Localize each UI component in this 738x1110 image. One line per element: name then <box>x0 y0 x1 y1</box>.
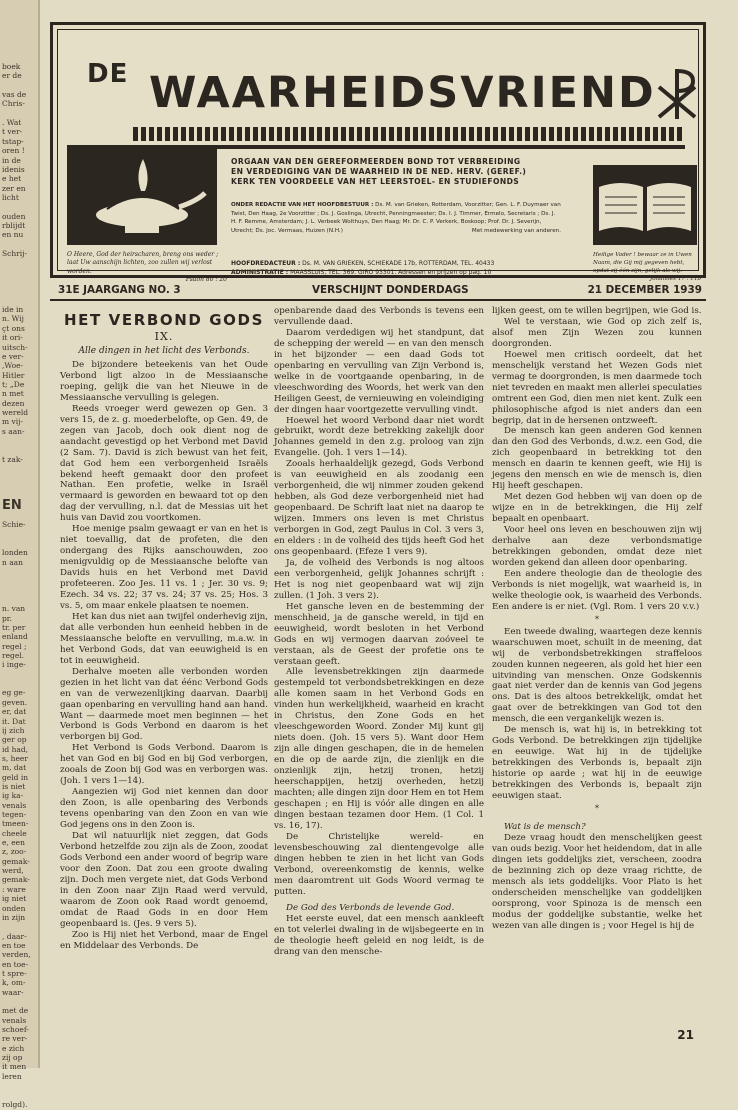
paragraph: Dat wil natuurlijk niet zeggen, dat Gods Verbond hetzelfde zou zijn als de Zoon, zoodat Gods Verbond een ander woord of begrip ware voor den Zoon. Dat zou een groote dwaling zijn. Doch men vergete niet, dat Gods Verbond in den Zoon naar Zijn Raad werd vervuld, waarom de Zoon ook Raad wordt genoemd, omdat de Raad Gods in en door Hem geopenbaard is. (Jes. 9 vers 5). <box>60 830 268 929</box>
strip-fragment: tegen- <box>2 810 27 819</box>
section-separator: * <box>595 803 599 813</box>
paragraph: openbarende daad des Verbonds is tevens een vervullende daad. <box>274 306 484 327</box>
article-title: HET VERBOND GODS <box>64 311 264 329</box>
strip-fragment: dezen <box>2 398 25 408</box>
strip-fragment: venals <box>2 1015 27 1025</box>
column-1-body <box>60 360 268 951</box>
article-subtitle: Alle dingen in het licht des Verbonds. <box>78 346 250 356</box>
strip-fragment: n met <box>2 389 24 399</box>
strip-fragment: t; „De <box>2 379 25 389</box>
column-2-after <box>274 914 484 958</box>
strip-fragment: geven. <box>2 697 28 707</box>
strip-fragment: is niet <box>2 781 26 791</box>
issue-frequency: VERSCHIJNT DONDERDAGS <box>312 284 469 296</box>
quote-right-text: Heilige Vader ! bewaar ze in Uwen Naam, die Gij mij gegeven hebt, opdat zij één zijn, gelijk als wij. <box>593 252 692 274</box>
organ-line: EN VERDEDIGING VAN DE WAARHEID IN DE NED. HERV. (GEREF.) <box>231 167 527 177</box>
paragraph: Het eerste euvel, dat een mensch aankleeft en tot velerlei dwaling in de wijsbegeerte en in de theologie heeft geleid en nog leidt, is de drang van den mensche- <box>274 914 484 958</box>
paragraph: Het Verbond is Gods Verbond. Daarom is het van God en bij God en bij God verborgen, zooals de Zoon bij God was en verborgen was. (Joh. 1 vers 1—14). <box>60 743 268 787</box>
newspaper-title: WAARHEIDSVRIEND <box>149 68 656 118</box>
strip-fragment: venals <box>2 800 27 810</box>
strip-fragment: t zak- <box>2 454 23 464</box>
strip-fragment: , daar- <box>2 931 27 941</box>
oil-lamp-icon <box>67 145 217 245</box>
strip-fragment: i inge- <box>2 660 26 670</box>
column-1 <box>60 306 268 1058</box>
paragraph: Wel te verstaan, wie God op zich zelf is, alsof men Zijn Wezen zou kunnen doorgronden. <box>492 316 702 349</box>
hoofdred-text: Ds. M. VAN GRIEKEN, SCHIEKADE 17b, ROTTERDAM, TEL. 40433 <box>302 260 495 267</box>
strip-fragment: z, zoo- <box>2 847 27 857</box>
strip-fragment: gemak- <box>2 875 30 885</box>
strip-fragment: geld in <box>2 772 29 782</box>
hoofdred-label: HOOFDREDACTEUR : <box>231 260 301 267</box>
strip-fragment: Schrij- <box>2 249 28 258</box>
strip-fragment: met de <box>2 1006 29 1016</box>
strip-fragment: licht <box>2 192 19 202</box>
paragraph: Een andere theologie dan de theologie des Verbonds is niet mogelijk, wat waarheid is, in welke theologie ook, is waarheid des Verbonds. Een andere is er niet. (Vgl. Rom. 1 vers 20 v.v.) <box>492 568 702 612</box>
john-quote <box>593 251 701 283</box>
strip-fragment: vas de <box>2 90 27 100</box>
editors-tail: Met medewerking van anderen. <box>471 227 561 234</box>
organ-line: KERK TEN VOORDEELE VAN HET LEERSTOEL- EN STUDIEFONDS <box>231 177 520 187</box>
strip-fragment: schoef- <box>2 1025 29 1035</box>
strip-fragment: oren ! <box>2 146 25 156</box>
strip-fragment: pr. <box>2 613 12 623</box>
strip-fragment: verden, <box>2 950 31 960</box>
strip-fragment: tr. per <box>2 623 26 632</box>
strip-fragment: cheele <box>2 828 27 838</box>
paragraph: Zoo is Hij niet het Verbond, maar de Engel en Middelaar des Verbonds. De <box>60 929 268 951</box>
paragraph: Hoewel het woord Verbond daar niet wordt gebruikt, wordt deze betrekking zakelijk door Johannes gemeld in den z.g. proloog van zijn Evangelie. (Joh. 1 vers 1—14). <box>274 415 484 459</box>
strip-fragment: rblijdt <box>2 220 26 230</box>
paragraph: Derhalve moeten alle verbonden worden gezien in het licht van dat éénc Verbond Gods en van de verwezenlijking daarvan. Daarbij gaan openbaring en vervulling hand aan hand. Want — daarmede moet men beginnen — het Verbond is Gods Verbond en daarom is het verborgen bij God. <box>60 666 268 743</box>
strip-fragment: idenis <box>2 164 25 174</box>
strip-fragment: n. Wij <box>2 314 24 324</box>
column-3-part3 <box>492 833 702 932</box>
strip-fragment: ig niet <box>2 894 27 904</box>
strip-fragment: in de <box>2 155 21 165</box>
quote-left-ref: Psalm 80 : 20 <box>185 276 227 284</box>
strip-fragment: en toe <box>2 940 26 950</box>
paragraph: Ja, de volheid des Verbonds is nog altoos een verborgenheid, gelijk Johannes schrijft : Het is nog niet geopenbaard wat wij zijn zullen. (1 Joh. 3 vers 2). <box>274 557 484 601</box>
strip-fragment: ide in <box>2 305 24 315</box>
strip-fragment: gemak- <box>2 856 30 866</box>
strip-fragment: k, om- <box>2 978 26 988</box>
quote-right-ref: Johannes 17 : 11b <box>650 276 701 282</box>
strip-fragment: londen <box>2 548 28 558</box>
strip-fragment: boek <box>2 62 21 71</box>
strip-fragment: . Wat <box>2 118 22 128</box>
strip-fragment: tstap- <box>2 136 24 146</box>
strip-fragment: it men <box>2 1062 27 1072</box>
paragraph: Voor heel ons leven en beschouwen zijn wij derhalve aan deze verbondsmatige betrekkingen gebonden, omdat deze niet worden gekend dan alleen door openbaring. <box>492 525 702 568</box>
strip-fragment: en nu <box>2 230 24 240</box>
strip-fragment: in zijn <box>2 912 26 922</box>
paragraph: Een tweede dwaling, waartegen deze kennis waarschuwen moet, schuilt in de meening, dat wij de verbondsbetrekkingen straffeloos zouden kunnen negeeren, als gold het hier een uitvinding van menschen. Onze Godskennis gaat niet verder dan de kennis van God jegens ons. Dat is des altoos betrekkelijk, omdat het gaat over de betrekkingen van God tot den mensch, die een vergankelijk wezen is. <box>492 626 702 725</box>
strip-fragment: s, heer <box>2 753 28 763</box>
strip-fragment: leren <box>2 1071 22 1081</box>
strip-fragment: uitsch- <box>2 342 28 352</box>
strip-fragment: e ver- <box>2 351 24 361</box>
strip-fragment: ij zich <box>2 725 25 735</box>
strip-fragment: n. van <box>2 604 26 614</box>
strip-fragment: t ver- <box>2 127 23 137</box>
column-3-body <box>492 306 702 613</box>
strip-fragment: eg ge- <box>2 688 26 698</box>
section-subhead: Wat is de mensch? <box>504 821 586 832</box>
strip-fragment: ,Woe- <box>2 361 24 371</box>
masthead <box>50 22 706 284</box>
strip-fragment: m, dat <box>2 763 27 773</box>
paragraph: Alle levensbetrekkingen zijn daarmede gestempeld tot verbondsbetrekkingen en deze alle komen saam in het Verbond Gods en vinden hun werkelijkheid, waarheid en kracht in Christus, den Zone Gods en het vleeschgeworden Woord. Zonder Mij kunt gij niets doen. (Joh. 15 vers 5). Want door Hem zijn alle dingen geschapen, die in de hemelen en die op de aarde zijn, die zienlijk en die onzienlijk zijn, hetzij tronen, hetzij heerschappijen, hetzij overheden, hetzij machten; alle dingen zijn door Hem en tot Hem geschapen ; en Hij is vóór alle dingen en alle dingen bestaan tezamen door Hem. (1 Col. 1 vs. 16, 17). <box>274 667 484 831</box>
section-separator: * <box>595 614 599 624</box>
paragraph: Deze vraag houdt den menschelijken geest van ouds bezig. Voor het heidendom, dat in alle dingen iets goddelijks ziet, verscheen, zoodra de bezinning zich op deze vraag richtte, de mensch als iets goddelijks. Voor Plato is het onderscheiden menschelijke van goddelijken oorsprong, voor Spinoza is de mensch een modus der goddelijke substantie, welke het wezen van alle dingen is ; voor Hegel is hij de <box>492 832 702 931</box>
strip-fragment: ger op <box>2 735 27 745</box>
strip-fragment: çt ons <box>2 323 25 333</box>
paragraph: Aangezien wij God niet kennen dan door den Zoon, is alle openbaring des Verbonds tevens openbaring van den Zoon en van wie God jegens ons in den Zoon is. <box>60 787 268 831</box>
strip-fragment: re ver- <box>2 1034 28 1044</box>
paragraph: lijken geest, om te willen begrijpen, wie God is. <box>492 306 702 316</box>
strip-fragment: er, dat <box>2 707 27 717</box>
strip-fragment: Schie- <box>2 520 26 530</box>
strip-fragment: n aan <box>2 557 23 567</box>
editorial-board <box>231 201 561 235</box>
quote-left-text: O Heere, God der heirscharen, breng ons weder ; laat Uw aanschijn lichten, zoo zullen wij verlost worden. <box>67 251 219 275</box>
paragraph: De Christelijke wereld- en levensbeschouwing zal dientengevolge alle dingen hebben te zien in het licht van Gods Verbond, overeenkomstig de kennis, welke men daaromtrent uit Gods Woord vermag te putten. <box>274 831 484 897</box>
editor-in-chief-block <box>231 259 571 277</box>
strip-fragment: enland <box>2 632 28 642</box>
strip-fragment: : ware <box>2 884 26 894</box>
strip-fragment: it ori- <box>2 333 23 343</box>
strip-fragment: EN <box>2 498 22 514</box>
paragraph: Hoewel men critisch oordeelt, dat het menschelijk verstand het Wezen Gods niet vermag te doorgronden, is men daarmede toch niet tevreden en maakt men allerlei speculaties omtrent een God, dien men niet kent. Zulk een philosophische afgod is niet anders dan een begrip, dat in de hersenen ontzweeft. <box>492 349 702 426</box>
ornamental-band <box>133 127 685 141</box>
strip-fragment: ouden <box>2 211 26 221</box>
paragraph: De bijzondere beteekenis van het Oude Verbond ligt alzoo in de Messiaansche roeping, gelijk die van het Nieuwe in de Messiaansche vervulling is gelegen. <box>60 360 268 403</box>
paragraph: De mensch kan geen anderen God kennen dan den God des Verbonds, d.w.z. een God, die zich geopenbaard in betrekking tot den mensch en daarin te kennen geeft, wie Hij is jegens den mensch en wie de mensch is, dien Hij heeft geschapen. <box>492 426 702 492</box>
strip-fragment: e, een <box>2 838 25 848</box>
strip-fragment: e zich <box>2 1043 25 1053</box>
strip-fragment: wereld <box>2 407 29 417</box>
issue-rule <box>50 299 706 301</box>
strip-fragment: tmeen- <box>2 819 29 829</box>
strip-fragment: Chris- <box>2 99 25 109</box>
paragraph: Zooals herhaaldelijk gezegd, Gods Verbond is van eeuwigheid en als zoodanig een verborgenheid, die wij nimmer zouden gekend hebben, als God deze verborgenheid niet had geopenbaard. De Schrift laat niet na daarop te wijzen. Immers ons leven is met Christus verborgen in God, zegt Paulus in Col. 3 vers 3, en elders : in de volheid des tijds heeft God het ons geopenbaard. (Efeze 1 vers 9). <box>274 459 484 557</box>
paragraph: Reeds vroeger werd gewezen op Gen. 3 vers 15, de z. g. moederbelofte, op Gen. 49, de zegen van Jacob, doch ook dient nog de aandacht gevestigd op het Verbond met David (2 Sam. 7). David is zich bewust van het feit, dat God hem een verborgenheid Israëls bekend heeft gemaakt door den profeet Nathan. Een profetie, welke in Israël vermaard is geworden en bewaard tot op den dag der vervulling, n.l. dat de Messias uit het huis van David zou voortkomen. <box>60 403 268 524</box>
section-subhead: De God des Verbonds de levende God. <box>286 903 455 914</box>
strip-fragment: rolgd). <box>2 1099 28 1109</box>
issue-line <box>50 284 706 298</box>
page-number: 21 <box>677 1028 694 1042</box>
issue-volume: 31E JAARGANG NO. 3 <box>58 284 181 296</box>
strip-fragment: regel. <box>2 651 25 661</box>
admin-label: ADMINISTRATIE : <box>231 269 289 276</box>
organ-statement <box>231 157 561 188</box>
paragraph: Het gansche leven en de bestemming der menschheid, ja de gansche wereld, in tijd en eeuwigheid, wordt besloten in het Verbond Gods en wij vermogen daarvan zoóveel te verstaan, als de Geest der profetie ons te verstaan geeft. <box>274 601 484 667</box>
strip-fragment: en toe- <box>2 959 29 969</box>
open-bible-icon <box>593 165 697 245</box>
paragraph: Daarom verdedigen wij het standpunt, dat de schepping der wereld — en van den mensch in het bijzonder — een daad Gods tot openbaring en vervulling van Zijn Verbond is, welke in de voortgaande openbaring, in de vleeschwording des Woords, het werk van den Heiligen Geest, de vernieuwing en voleindiging der dingen haar voortgezette vervulling vindt. <box>274 327 484 415</box>
strip-fragment: id had, <box>2 744 29 754</box>
column-3-part2 <box>492 627 702 802</box>
paragraph: Met dezen God hebben wij van doen op de wijze en in de betrekkingen, die Hij zelf bepaalt en openbaart. <box>492 492 702 525</box>
strip-fragment: zer en <box>2 183 26 193</box>
strip-fragment: s aan- <box>2 426 25 436</box>
chi-rho-icon <box>653 65 701 121</box>
strip-fragment: zij op <box>2 1053 23 1063</box>
strip-fragment: it. Dat <box>2 716 26 726</box>
paragraph: Het kan dus niet aan twijfel onderhevig zijn, dat alle verbonden hun eenheid hebben in de Messiaansche belofte en vervulling, m.a.w. in het Verbond Gods, dat van eeuwigheid is en tot in eeuwigheid. <box>60 611 268 666</box>
strip-fragment: regel ; <box>2 641 27 651</box>
psalm-quote <box>67 251 227 285</box>
adjacent-page-strip <box>0 0 40 1109</box>
organ-line: ORGAAN VAN DEN GEREFORMEERDEN BOND TOT VERBREIDING <box>231 157 521 166</box>
strip-fragment: er de <box>2 71 22 81</box>
issue-date: 21 DECEMBER 1939 <box>587 284 702 296</box>
strip-fragment: e het <box>2 174 22 184</box>
strip-fragment: t spre- <box>2 968 27 978</box>
column-3 <box>492 306 702 1058</box>
column-2 <box>274 306 484 1058</box>
admin-text: MAASSLUIS, TEL. 369. GIRO 93301. Adressen en prijzen op pag. 10 <box>290 269 492 276</box>
strip-fragment: werd, <box>2 866 24 876</box>
strip-fragment: Hitler <box>2 370 25 380</box>
strip-fragment: onden <box>2 903 26 913</box>
strip-fragment: waar- <box>2 987 24 997</box>
paragraph: De mensch is, wat hij is, in betrekking tot Gods Verbond. De betrekkingen zijn tijdelijke en eeuwige. Wat hij in de tijdelijke betrekkingen des Verbonds is, bepaalt zijn historie op aarde ; wat hij in de eeuwige betrekkingen des Verbonds is, bepaalt zijn eeuwigen staat. <box>492 725 702 801</box>
editors-list: Ds. M. van Grieken, Rotterdam, Voorzitter; Gen. L. F. Duymaer van Twist, Den Haag, 2e Voorzitter ; Ds. J. Goslinga, Utrecht, Penningmeester; Ds. I. J. Timmer, Ermelo, Secretaris ; Ds. J. H. F. Remme, Amsterdam; J. L. Verbeek Wolthuys, Den Haag; Mr. Dr. C. P. Verkerk, Boskoop; Prof. Dr. J. Severijn, Utrecht; Ds. Joc. Vermaas, Huizen (N.H.) <box>231 202 561 234</box>
column-2-body <box>274 306 484 897</box>
paragraph: Hoe menige psalm gewaagt er van en het is niet toevallig, dat de profeten, die den ondergang des Rijks aanschouwden, zoo menigvuldig op de Messiaansche belofte van Davids huis en het Verbond met David profeteeren. Zoo Jes. 11 vs. 1 ; Jer. 30 vs. 9; Ezech. 34 vs. 22; 37 vs. 24; 37 vs. 25; Hos. 3 vs. 5, om maar enkele plaatsen te noemen. <box>60 524 268 611</box>
article-number: IX. <box>154 330 174 343</box>
editors-label: ONDER REDACTIE VAN HET HOOFDBESTUUR : <box>231 202 374 208</box>
strip-fragment: m vij- <box>2 417 23 427</box>
title-prefix: DE <box>87 59 129 89</box>
strip-fragment: ig ka- <box>2 791 24 801</box>
